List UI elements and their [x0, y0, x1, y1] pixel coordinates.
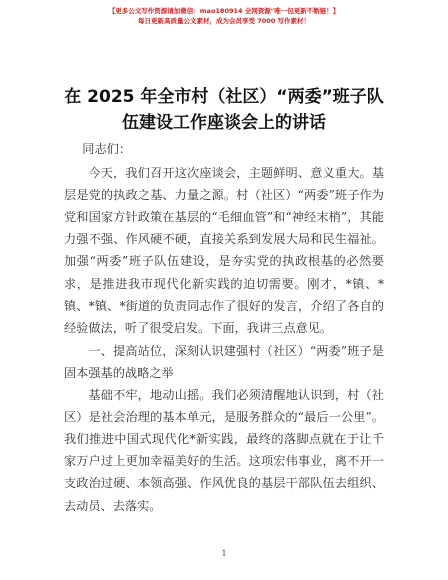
section-heading-1: 一、提高站位，深刻认识建强村（社区）“两委”班子是固本强基的战略之举 — [64, 343, 384, 380]
promo-banner — [0, 6, 448, 26]
page-number: 1 — [221, 549, 227, 558]
promo-banner-line-1: 【更多公文写作资源请加微信：mao180914 全网资源"唯一包更新不断链！】 — [108, 7, 340, 15]
document-title: 在 2025 年全市村（社区）“两委”班子队伍建设工作座谈会上的讲话 — [64, 87, 384, 133]
intro-paragraph: 今天，我们召开这次座谈会，主题鲜明、意义重大。基层是党的执政之基、力量之源。村（社区）“两委”班子作为党和国家方针政策在基层的“毛细血管”和“神经末梢”，其能力强不强、作风硬不硬，直接关系到发展大局和民生福祉。加强“两委”班子队伍建设，是夯实党的执政根基的必然要求，是推进我市现代化新实践的迫切需要。刚才，*镇、*镇、*镇、*街道的负责同志作了很好的发言，介绍了各自的经验做法，听了很受启发。下面，我讲三点意见。 — [64, 166, 384, 335]
section-1-paragraph: 基础不牢，地动山摇。我们必须清醒地认识到，村（社区）是社会治理的基本单元，是服务群众的“最后一公里”。我们推进中国式现代化*新实践，最终的落脚点就在于让千家万户过上更加幸福美好的生活。这项宏伟事业，离不开一支政治过硬、本领高强、作风优良的基层干部队伍去组织、去动员、去落实。 — [64, 388, 384, 513]
salutation: 同志们： — [82, 142, 132, 156]
promo-banner-line-2: 每日更新高质量公文素材，成为会员享受 7000 写作素材！ — [137, 17, 311, 25]
document-body — [64, 138, 384, 517]
